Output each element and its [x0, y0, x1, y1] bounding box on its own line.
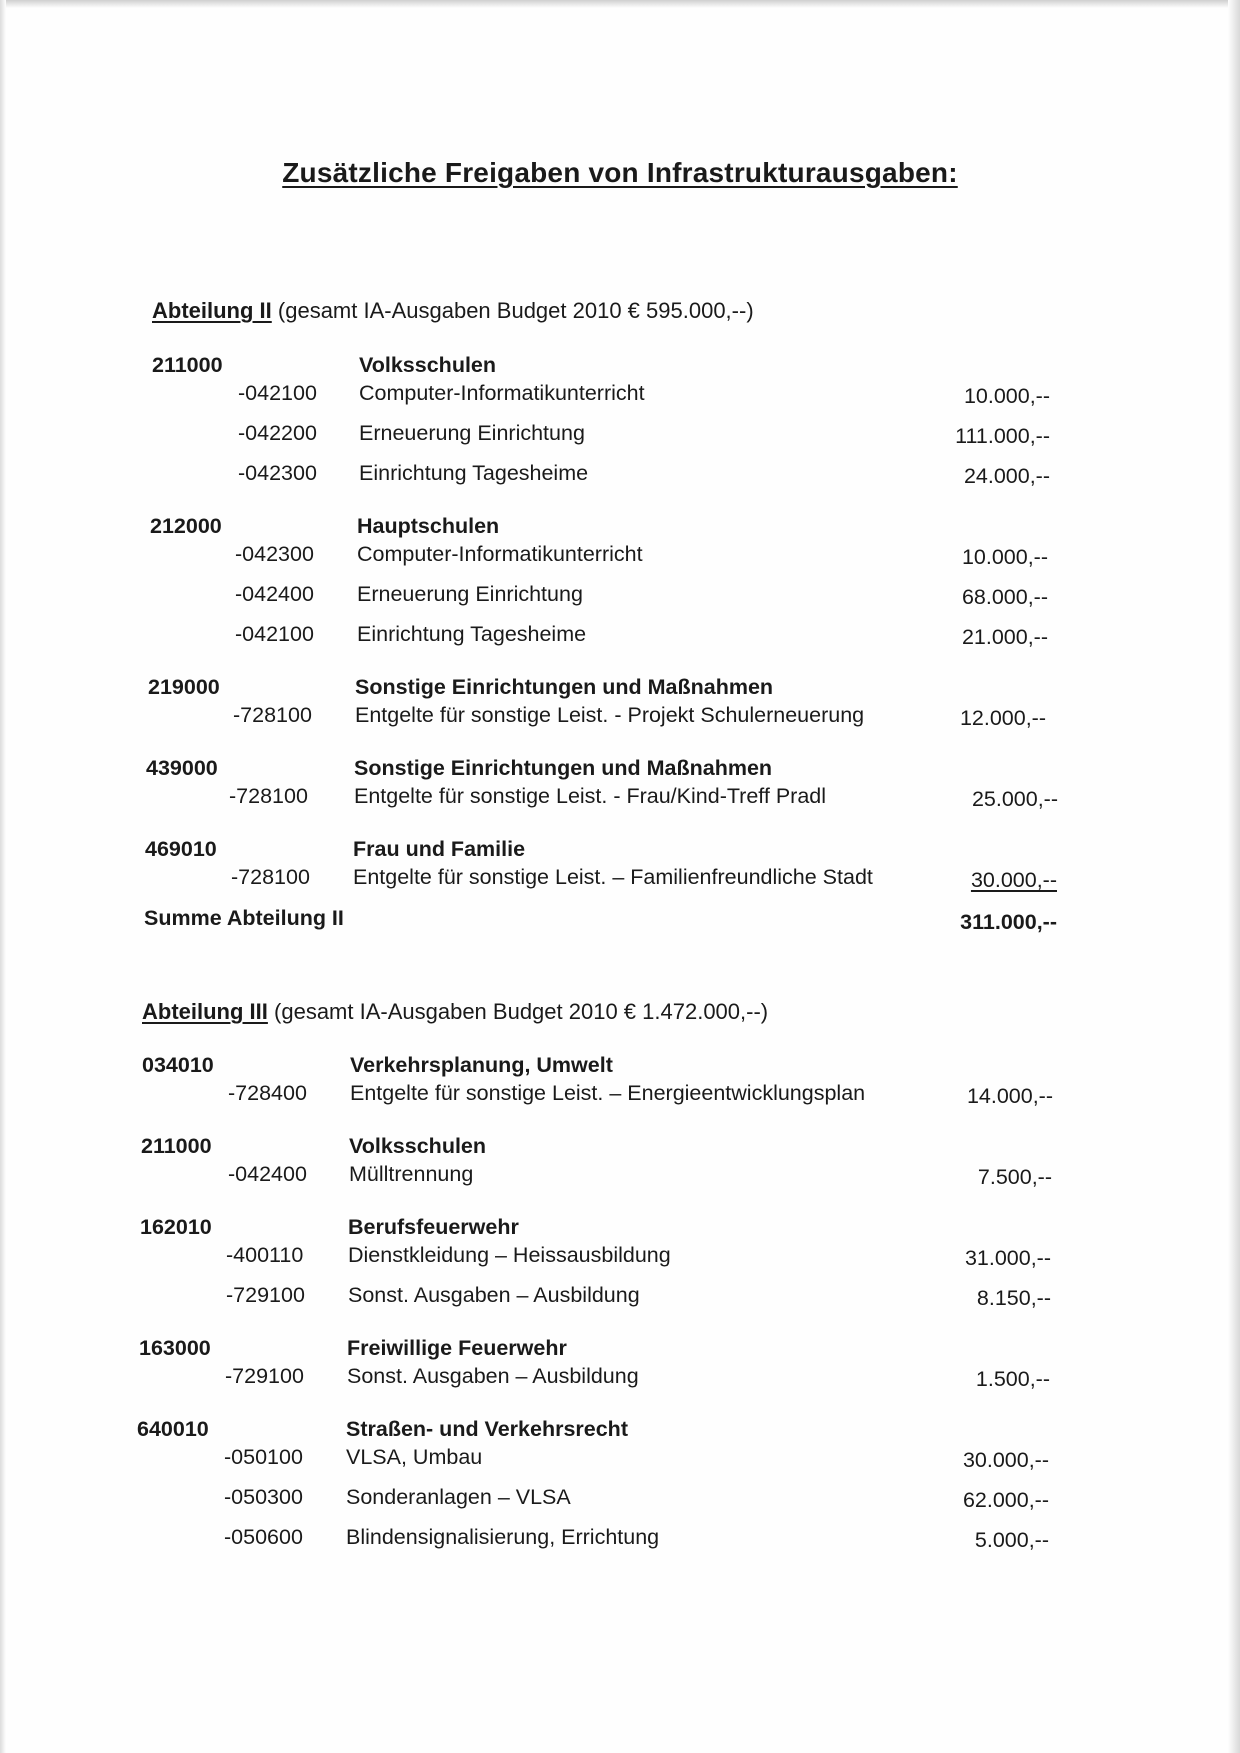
- item-description: Sonst. Ausgaben – Ausbildung: [348, 1283, 640, 1307]
- page-title: Zusätzliche Freigaben von Infrastrukturausgaben:: [282, 157, 958, 188]
- item-description: Mülltrennung: [349, 1162, 474, 1186]
- item-description: Entgelte für sonstige Leist. – Familienfreundliche Stadt: [353, 865, 873, 889]
- item-amount: 10.000,--: [963, 384, 1050, 408]
- sub-code: -728100: [229, 784, 308, 808]
- account-name: Straßen- und Verkehrsrecht: [346, 1417, 628, 1441]
- item-amount: 30.000,--: [962, 1448, 1049, 1472]
- item-amount: 24.000,--: [963, 464, 1050, 488]
- section-note: (gesamt IA-Ausgaben Budget 2010 € 595.000,--): [277, 298, 754, 323]
- sub-code: -728100: [231, 865, 310, 889]
- account-code: 163000: [139, 1336, 211, 1360]
- sub-code: -400110: [226, 1243, 304, 1267]
- item-amount: 111.000,--: [955, 424, 1050, 448]
- item-amount: 30.000,--: [970, 868, 1057, 892]
- item-amount: 10.000,--: [961, 545, 1048, 569]
- item-amount: 21.000,--: [961, 625, 1048, 649]
- sub-code: -042300: [235, 542, 314, 566]
- sub-code: -042200: [238, 421, 317, 445]
- section-heading: [152, 298, 754, 324]
- sub-code: -050300: [224, 1485, 303, 1509]
- account-code: 212000: [150, 514, 222, 538]
- sub-code: -728100: [233, 703, 312, 727]
- sum-amount: 311.000,--: [960, 910, 1057, 934]
- sub-code: -042400: [235, 582, 314, 606]
- item-amount: 25.000,--: [971, 787, 1058, 811]
- item-description: Dienstkleidung – Heissausbildung: [348, 1243, 671, 1267]
- item-amount: 7.500,--: [977, 1165, 1052, 1189]
- item-description: Computer-Informatikunterricht: [357, 542, 643, 566]
- sub-code: -042300: [238, 461, 317, 485]
- sub-code: -042400: [228, 1162, 307, 1186]
- scan-edge: [0, 0, 1240, 8]
- account-code: 162010: [140, 1215, 212, 1239]
- account-code: 211000: [141, 1134, 212, 1158]
- scan-edge: [0, 0, 6, 1753]
- account-name: Volksschulen: [359, 353, 497, 377]
- item-amount: 31.000,--: [964, 1246, 1051, 1270]
- item-description: Entgelte für sonstige Leist. - Frau/Kind-Treff Pradl: [354, 784, 827, 808]
- item-description: Einrichtung Tagesheime: [357, 622, 587, 646]
- account-code: 439000: [146, 756, 218, 780]
- sub-code: -050100: [224, 1445, 303, 1469]
- item-description: VLSA, Umbau: [346, 1445, 483, 1469]
- section-note: (gesamt IA-Ausgaben Budget 2010 € 1.472.000,--): [274, 999, 769, 1024]
- account-name: Verkehrsplanung, Umwelt: [350, 1053, 613, 1077]
- section-heading: [142, 999, 768, 1025]
- account-name: Sonstige Einrichtungen und Maßnahmen: [354, 756, 773, 780]
- item-amount: 8.150,--: [976, 1286, 1051, 1310]
- account-code: 211000: [152, 353, 223, 377]
- sub-code: -042100: [235, 622, 314, 646]
- item-description: Entgelte für sonstige Leist. – Energieentwicklungsplan: [350, 1081, 866, 1105]
- account-code: 469010: [145, 837, 217, 861]
- scan-edge: [1228, 0, 1240, 1753]
- sub-code: -042100: [238, 381, 317, 405]
- account-name: Hauptschulen: [357, 514, 500, 538]
- account-name: Frau und Familie: [353, 837, 526, 861]
- section-label: Abteilung III: [142, 999, 268, 1024]
- sub-code: -729100: [226, 1283, 305, 1307]
- section-label: Abteilung II: [152, 298, 272, 323]
- account-code: 219000: [148, 675, 220, 699]
- item-description: Sonst. Ausgaben – Ausbildung: [347, 1364, 639, 1388]
- item-amount: 14.000,--: [966, 1084, 1053, 1108]
- account-name: Freiwillige Feuerwehr: [347, 1336, 567, 1360]
- account-name: Volksschulen: [349, 1134, 487, 1158]
- item-description: Computer-Informatikunterricht: [359, 381, 645, 405]
- sum-label: Summe Abteilung II: [144, 906, 344, 930]
- item-amount: 1.500,--: [975, 1367, 1050, 1391]
- item-description: Erneuerung Einrichtung: [357, 582, 583, 606]
- account-name: Sonstige Einrichtungen und Maßnahmen: [355, 675, 774, 699]
- item-amount: 12.000,--: [959, 706, 1046, 730]
- item-description: Erneuerung Einrichtung: [359, 421, 585, 445]
- item-description: Sonderanlagen – VLSA: [346, 1485, 571, 1509]
- item-amount: 5.000,--: [974, 1528, 1049, 1552]
- item-description: Entgelte für sonstige Leist. - Projekt Schulerneuerung: [355, 703, 865, 727]
- account-name: Berufsfeuerwehr: [348, 1215, 519, 1239]
- item-description: Blindensignalisierung, Errichtung: [346, 1525, 660, 1549]
- item-amount: 68.000,--: [961, 585, 1048, 609]
- sub-code: -728400: [228, 1081, 307, 1105]
- item-amount: 62.000,--: [962, 1488, 1049, 1512]
- item-description: Einrichtung Tagesheime: [359, 461, 589, 485]
- sub-code: -729100: [225, 1364, 304, 1388]
- account-code: 640010: [137, 1417, 209, 1441]
- sub-code: -050600: [224, 1525, 303, 1549]
- account-code: 034010: [142, 1053, 214, 1077]
